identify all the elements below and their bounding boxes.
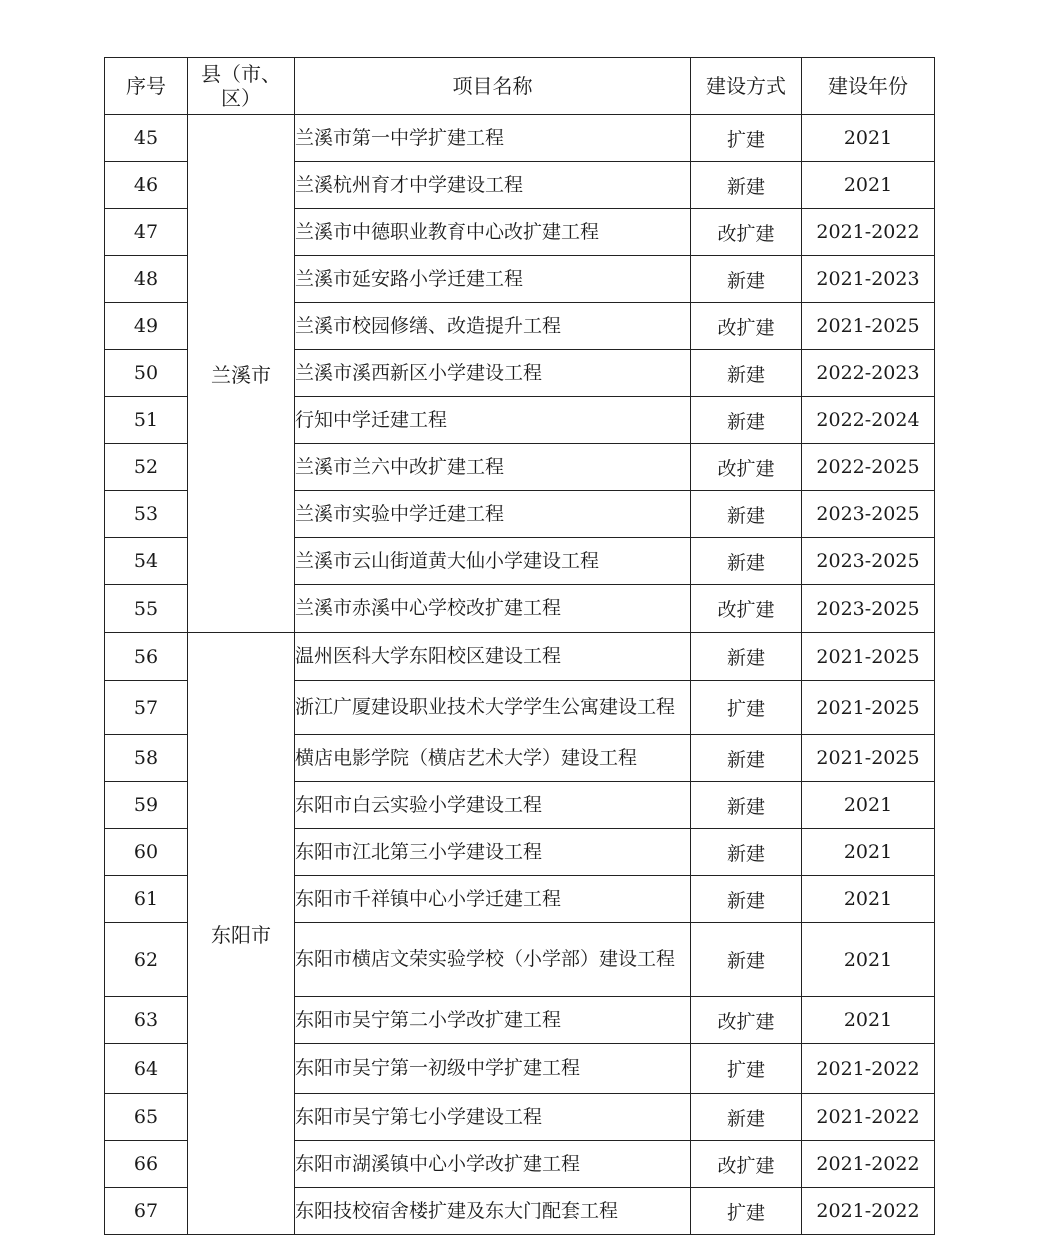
header-method: 建设方式 <box>691 58 802 115</box>
project-name: 东阳市湖溪镇中心小学改扩建工程 <box>295 1141 691 1188</box>
row-no: 60 <box>105 829 188 876</box>
header-year: 建设年份 <box>802 58 935 115</box>
construction-year: 2021-2022 <box>802 1141 935 1188</box>
row-no: 59 <box>105 782 188 829</box>
construction-method: 新建 <box>691 782 802 829</box>
construction-year: 2021 <box>802 923 935 997</box>
construction-year: 2021 <box>802 162 935 209</box>
construction-method: 新建 <box>691 162 802 209</box>
row-no: 67 <box>105 1188 188 1235</box>
project-name: 兰溪杭州育才中学建设工程 <box>295 162 691 209</box>
construction-method: 扩建 <box>691 1044 802 1094</box>
construction-year: 2021 <box>802 876 935 923</box>
construction-year: 2021-2022 <box>802 1094 935 1141</box>
construction-method: 改扩建 <box>691 997 802 1044</box>
construction-year: 2023-2025 <box>802 585 935 633</box>
construction-year: 2023-2025 <box>802 491 935 538</box>
construction-method: 改扩建 <box>691 444 802 491</box>
construction-method: 新建 <box>691 397 802 444</box>
construction-year: 2022-2023 <box>802 350 935 397</box>
header-name: 项目名称 <box>295 58 691 115</box>
construction-year: 2021-2022 <box>802 1044 935 1094</box>
construction-year: 2021-2022 <box>802 1188 935 1235</box>
county-cell: 东阳市 <box>188 633 295 1235</box>
row-no: 49 <box>105 303 188 350</box>
project-name: 兰溪市赤溪中心学校改扩建工程 <box>295 585 691 633</box>
row-no: 56 <box>105 633 188 681</box>
project-name: 浙江广厦建设职业技术大学学生公寓建设工程 <box>295 681 691 735</box>
row-no: 45 <box>105 115 188 162</box>
construction-method: 新建 <box>691 923 802 997</box>
project-name: 兰溪市中德职业教育中心改扩建工程 <box>295 209 691 256</box>
table-header-row <box>105 58 935 115</box>
row-no: 55 <box>105 585 188 633</box>
table-row <box>105 633 935 681</box>
project-name: 东阳市千祥镇中心小学迁建工程 <box>295 876 691 923</box>
row-no: 62 <box>105 923 188 997</box>
table-row <box>105 115 935 162</box>
project-name: 东阳市吴宁第二小学改扩建工程 <box>295 997 691 1044</box>
construction-year: 2021-2025 <box>802 633 935 681</box>
construction-method: 新建 <box>691 256 802 303</box>
row-no: 64 <box>105 1044 188 1094</box>
construction-year: 2021-2025 <box>802 681 935 735</box>
construction-year: 2022-2024 <box>802 397 935 444</box>
construction-method: 新建 <box>691 1094 802 1141</box>
construction-year: 2023-2025 <box>802 538 935 585</box>
construction-year: 2021-2023 <box>802 256 935 303</box>
project-name: 横店电影学院（横店艺术大学）建设工程 <box>295 735 691 782</box>
construction-method: 新建 <box>691 735 802 782</box>
row-no: 50 <box>105 350 188 397</box>
table-body <box>105 115 935 1235</box>
row-no: 58 <box>105 735 188 782</box>
construction-method: 新建 <box>691 491 802 538</box>
project-name: 兰溪市兰六中改扩建工程 <box>295 444 691 491</box>
row-no: 52 <box>105 444 188 491</box>
construction-method: 改扩建 <box>691 209 802 256</box>
row-no: 65 <box>105 1094 188 1141</box>
row-no: 61 <box>105 876 188 923</box>
project-name: 东阳市江北第三小学建设工程 <box>295 829 691 876</box>
project-name: 兰溪市云山街道黄大仙小学建设工程 <box>295 538 691 585</box>
project-name: 东阳技校宿舍楼扩建及东大门配套工程 <box>295 1188 691 1235</box>
construction-year: 2022-2025 <box>802 444 935 491</box>
project-name: 兰溪市延安路小学迁建工程 <box>295 256 691 303</box>
construction-method: 新建 <box>691 633 802 681</box>
project-name: 温州医科大学东阳校区建设工程 <box>295 633 691 681</box>
construction-year: 2021-2022 <box>802 209 935 256</box>
project-name: 东阳市白云实验小学建设工程 <box>295 782 691 829</box>
county-cell: 兰溪市 <box>188 115 295 633</box>
row-no: 53 <box>105 491 188 538</box>
project-table <box>104 57 935 1235</box>
construction-year: 2021-2025 <box>802 303 935 350</box>
construction-year: 2021 <box>802 829 935 876</box>
row-no: 63 <box>105 997 188 1044</box>
construction-method: 新建 <box>691 829 802 876</box>
construction-method: 扩建 <box>691 1188 802 1235</box>
construction-method: 新建 <box>691 538 802 585</box>
project-name: 兰溪市第一中学扩建工程 <box>295 115 691 162</box>
construction-method: 新建 <box>691 876 802 923</box>
project-name: 兰溪市实验中学迁建工程 <box>295 491 691 538</box>
project-name: 兰溪市校园修缮、改造提升工程 <box>295 303 691 350</box>
header-no: 序号 <box>105 58 188 115</box>
row-no: 47 <box>105 209 188 256</box>
construction-method: 新建 <box>691 350 802 397</box>
row-no: 48 <box>105 256 188 303</box>
row-no: 54 <box>105 538 188 585</box>
construction-year: 2021 <box>802 782 935 829</box>
construction-method: 改扩建 <box>691 1141 802 1188</box>
row-no: 51 <box>105 397 188 444</box>
project-name: 兰溪市溪西新区小学建设工程 <box>295 350 691 397</box>
project-name: 东阳市吴宁第七小学建设工程 <box>295 1094 691 1141</box>
project-name: 行知中学迁建工程 <box>295 397 691 444</box>
project-name: 东阳市吴宁第一初级中学扩建工程 <box>295 1044 691 1094</box>
construction-method: 改扩建 <box>691 303 802 350</box>
construction-method: 扩建 <box>691 681 802 735</box>
row-no: 66 <box>105 1141 188 1188</box>
header-county: 县（市、区） <box>188 58 295 115</box>
row-no: 57 <box>105 681 188 735</box>
project-name: 东阳市横店文荣实验学校（小学部）建设工程 <box>295 923 691 997</box>
row-no: 46 <box>105 162 188 209</box>
construction-method: 扩建 <box>691 115 802 162</box>
construction-year: 2021-2025 <box>802 735 935 782</box>
construction-method: 改扩建 <box>691 585 802 633</box>
construction-year: 2021 <box>802 115 935 162</box>
construction-year: 2021 <box>802 997 935 1044</box>
